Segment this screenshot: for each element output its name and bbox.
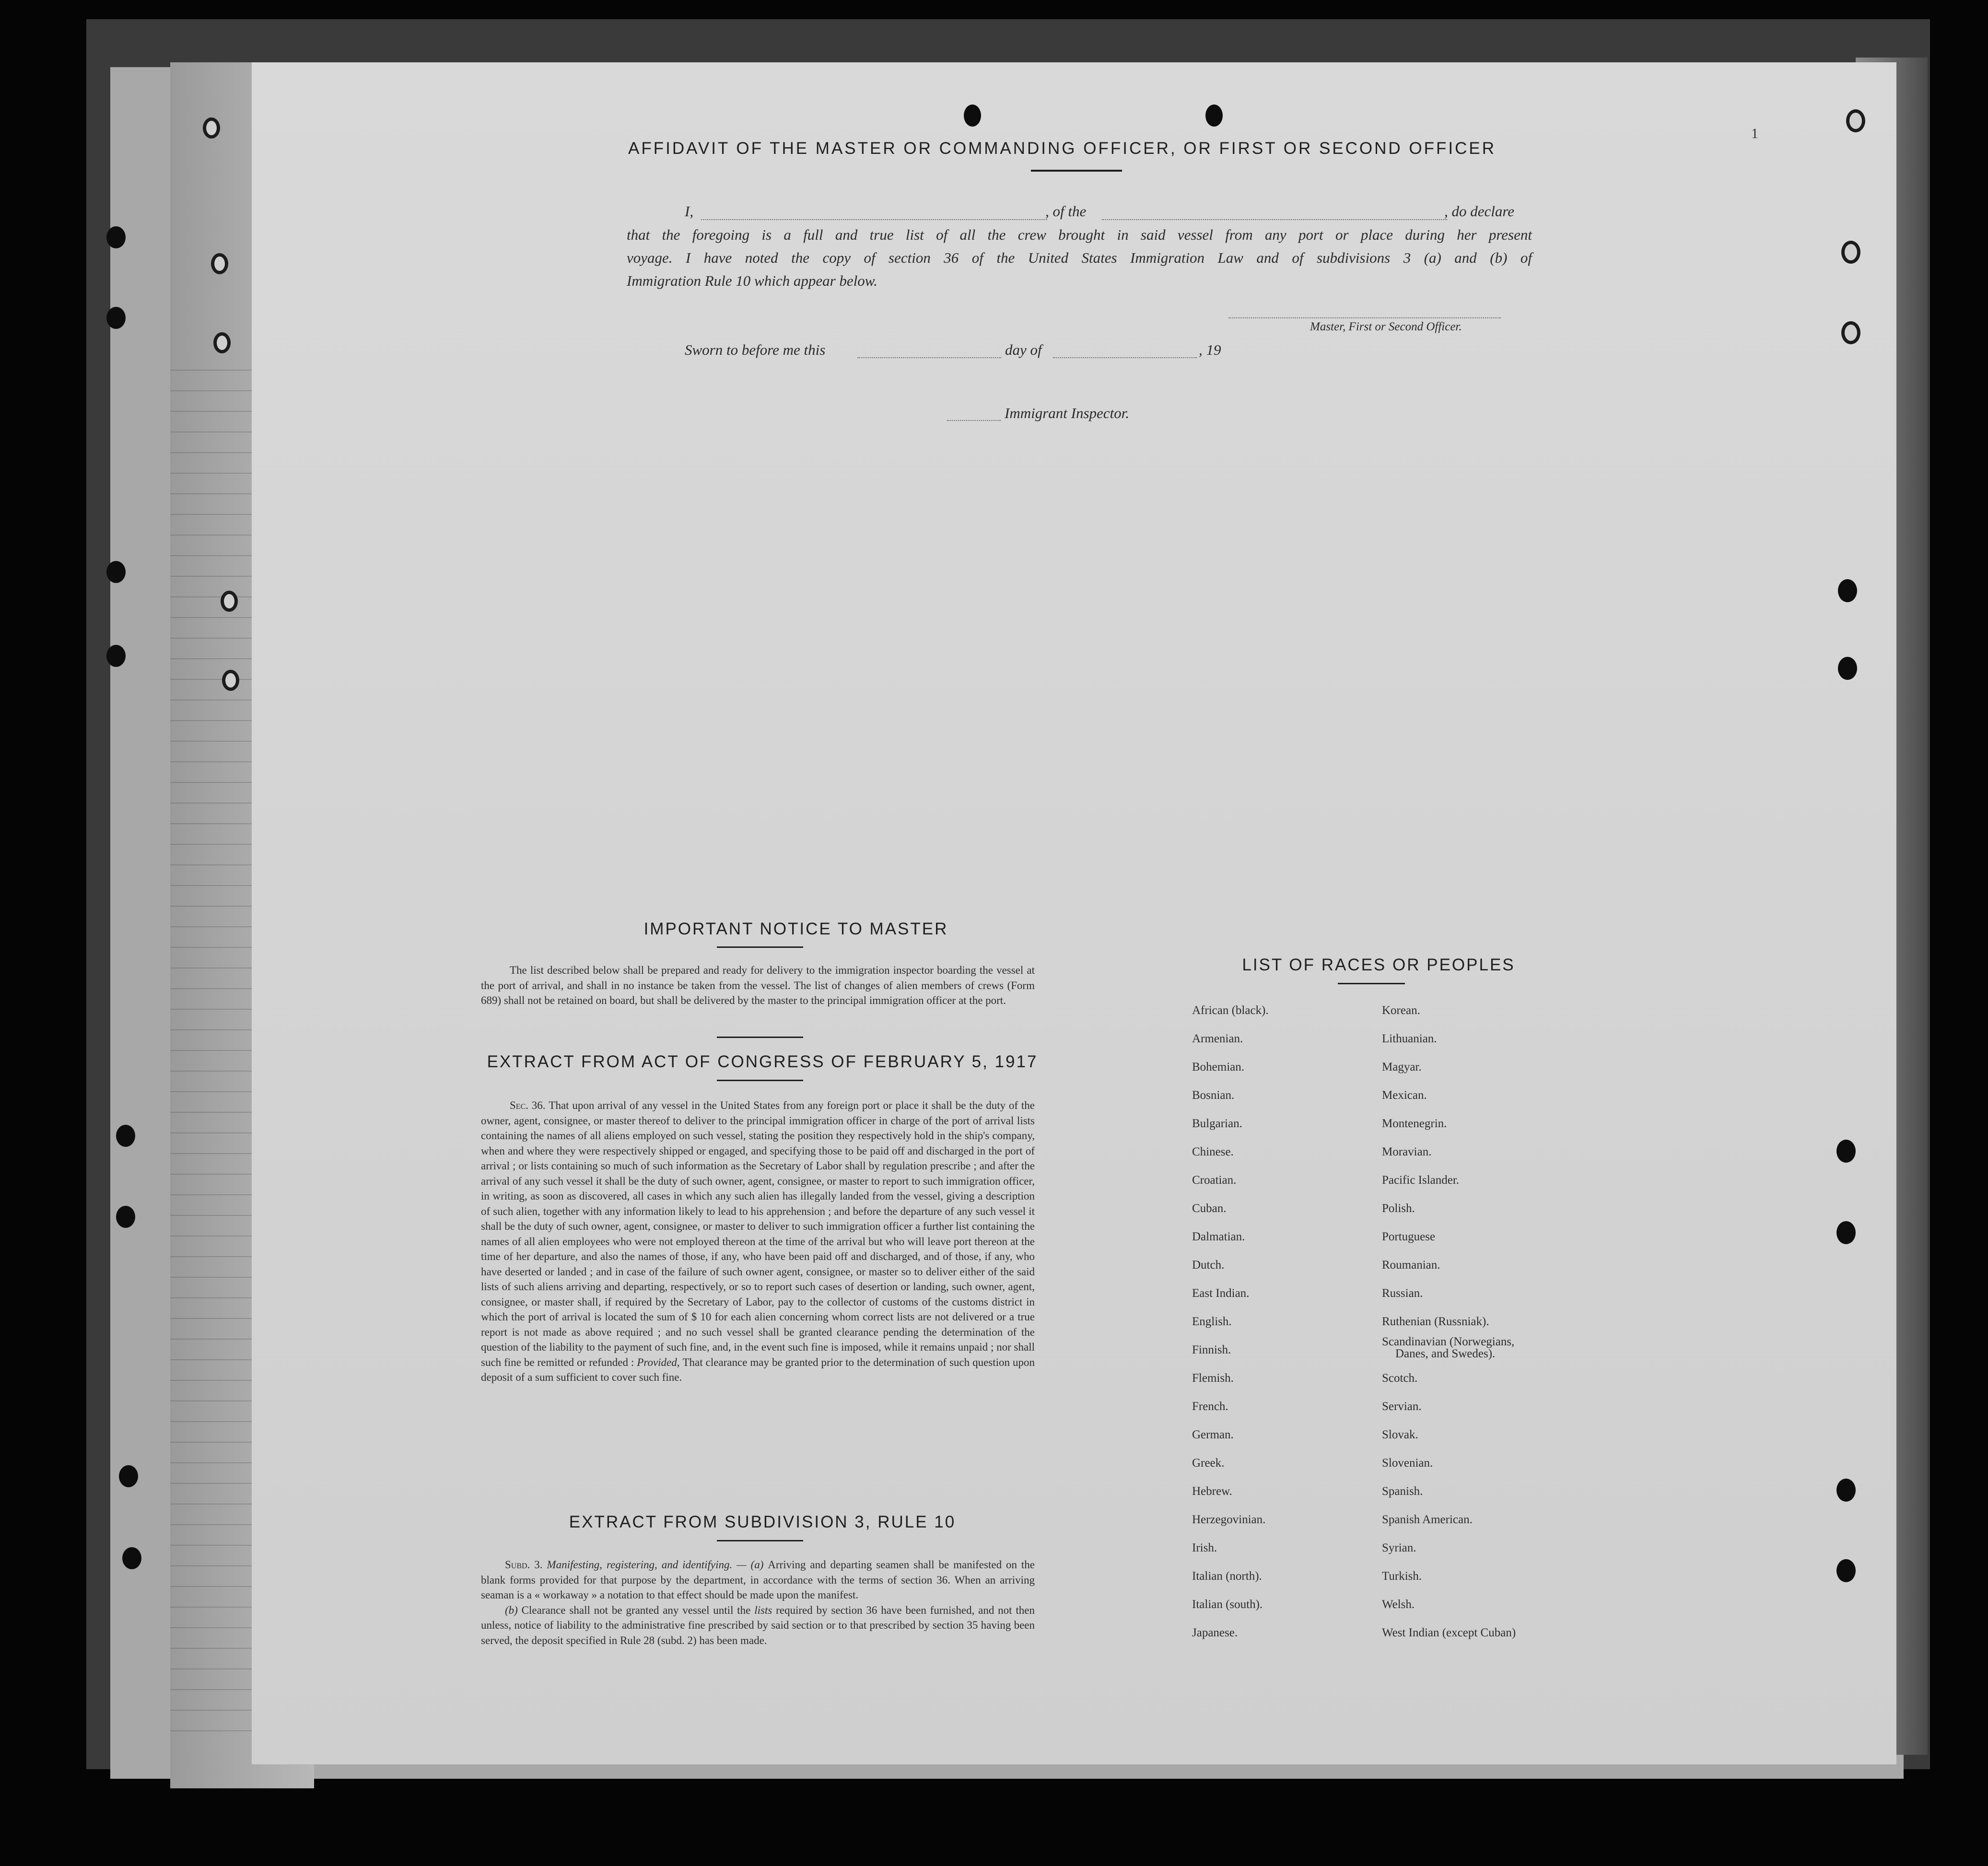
sworn-day-field[interactable] [857, 357, 1001, 358]
punch-hole-icon [1841, 321, 1860, 344]
race-item: Greek. [1192, 1457, 1225, 1469]
race-item: Dalmatian. [1192, 1230, 1245, 1243]
sworn-day-of: day of [1005, 341, 1042, 358]
punch-hole-icon [116, 1206, 135, 1228]
race-item: Croatian. [1192, 1174, 1237, 1187]
act-title-rule [717, 1080, 803, 1081]
race-item: Spanish American. [1382, 1513, 1473, 1526]
rule-title: EXTRACT FROM SUBDIVISION 3, RULE 10 [569, 1513, 956, 1531]
rule-para-b-2: required by section 36 have been furnished, and not then unless, notice of liability to the administrative fine prescribed by said section or to that prescribed by section 35 having been served, the deposit specified in Rule 28 (subd. 2) has been made. [481, 1604, 1035, 1646]
race-item: Bohemian. [1192, 1061, 1245, 1073]
races-right-column [1382, 996, 1516, 1647]
form-page [252, 62, 1896, 1764]
inspector-label: Immigrant Inspector. [1005, 405, 1130, 421]
race-item: Mexican. [1382, 1089, 1427, 1102]
master-signature-line[interactable] [1228, 317, 1501, 318]
race-item: Roumanian. [1382, 1259, 1440, 1271]
race-item: French. [1192, 1400, 1228, 1413]
race-item: Syrian. [1382, 1541, 1416, 1554]
rule-subd-heading: Manifesting, registering, and identifying. [547, 1559, 733, 1571]
race-item: Slovenian. [1382, 1457, 1433, 1469]
race-item: Magyar. [1382, 1061, 1422, 1073]
notice-paragraph: The list described below shall be prepared and ready for delivery to the immigration inspector boarding the vessel at the port of arrival, and shall in no instance be taken from the vessel. The list of changes of alien members of crews (Form 689) shall not be retained on board, but shall be delivered by the master to the principal immigration officer at the port. [481, 964, 1035, 1006]
rule-para-b-1: Clearance shall not be granted any vessel until the [521, 1604, 751, 1616]
notice-title-rule [717, 946, 803, 948]
punch-hole-icon [221, 591, 238, 612]
race-item: Finnish. [1192, 1343, 1231, 1356]
race-item: Hebrew. [1192, 1485, 1232, 1498]
races-title: LIST OF RACES OR PEOPLES [1242, 956, 1515, 974]
punch-hole-icon [211, 253, 228, 274]
punch-hole-icon [203, 117, 220, 139]
race-item: Slovak. [1382, 1428, 1418, 1441]
rule-subd-label: Subd. 3. [505, 1559, 543, 1571]
race-item: Italian (south). [1192, 1598, 1263, 1611]
race-item: Turkish. [1382, 1570, 1422, 1583]
affidavit-of-the: , of the [1045, 203, 1087, 220]
act-section-label: Sec. 36. [510, 1099, 546, 1111]
punch-hole-icon [106, 561, 126, 583]
page-number: 1 [1751, 126, 1758, 141]
rule-para-b-label: (b) [505, 1604, 518, 1616]
race-item: Herzegovinian. [1192, 1513, 1266, 1526]
punch-hole-icon [106, 645, 126, 667]
race-item: African (black). [1192, 1004, 1269, 1017]
race-item: Korean. [1382, 1004, 1420, 1017]
name-field[interactable] [701, 219, 1047, 220]
act-title: EXTRACT FROM ACT OF CONGRESS OF FEBRUARY 5, 1917 [487, 1052, 1038, 1071]
race-item: East Indian. [1192, 1287, 1250, 1300]
races-title-rule [1338, 983, 1405, 984]
rule-para-a: Arriving and departing seamen shall be manifested on the blank forms provided for that purpose by the department, in accordance with the terms of section 36. When an arriving seaman is a « workaway » a notation to that effect should be made upon the manifest. [481, 1559, 1035, 1601]
notice-title: IMPORTANT NOTICE TO MASTER [643, 920, 948, 938]
affidavit-line-2: that the foregoing is a full and true list of all the crew brought in said vessel from any port or place during her present [627, 226, 1532, 243]
affidavit-title-rule [1031, 170, 1122, 172]
punch-hole-icon [122, 1547, 141, 1569]
sworn-prefix: Sworn to before me this [685, 341, 826, 358]
act-provided-label: Provided, [637, 1356, 680, 1368]
punch-hole-icon [222, 670, 239, 691]
race-item: Italian (north). [1192, 1570, 1262, 1583]
punch-hole-icon [116, 1125, 135, 1147]
race-item: Bulgarian. [1192, 1117, 1242, 1130]
punch-hole-icon [1836, 1559, 1856, 1582]
punch-hole-icon [1838, 579, 1857, 602]
race-item: Japanese. [1192, 1626, 1238, 1639]
race-item: West Indian (except Cuban) [1382, 1626, 1516, 1639]
act-section-end: That clearance may be granted prior to the determination of such question upon deposit of a sum sufficient to cover such fine. [481, 1356, 1035, 1383]
master-signature-label: Master, First or Second Officer. [1310, 320, 1462, 333]
position-field[interactable] [1102, 219, 1447, 220]
punch-hole-icon [1836, 1140, 1856, 1163]
race-item: Scotch. [1382, 1372, 1418, 1385]
race-item: Polish. [1382, 1202, 1415, 1215]
race-item: Portuguese [1382, 1230, 1436, 1243]
punch-hole-icon [106, 307, 126, 329]
affidavit-title: AFFIDAVIT OF THE MASTER OR COMMANDING OFFICER, OR FIRST OR SECOND OFFICER [628, 139, 1497, 158]
race-item: Welsh. [1382, 1598, 1415, 1611]
punch-hole-icon [213, 332, 231, 353]
races-left-column [1192, 996, 1269, 1647]
race-item: Armenian. [1192, 1032, 1243, 1045]
sworn-year: , 19 [1199, 341, 1221, 358]
inspector-signature-line[interactable] [947, 420, 1001, 421]
punch-hole-icon [1838, 657, 1857, 680]
race-item: Dutch. [1192, 1259, 1225, 1271]
punch-hole-icon [106, 226, 126, 248]
punch-hole-icon [1846, 109, 1865, 132]
race-item: Moravian. [1382, 1145, 1432, 1158]
punch-hole-icon [1205, 105, 1223, 127]
punch-hole-icon [1841, 241, 1860, 264]
race-item: Flemish. [1192, 1372, 1234, 1385]
notice-separator [717, 1037, 803, 1038]
race-item: German. [1192, 1428, 1234, 1441]
rule-text [481, 1557, 1035, 1648]
race-item: Russian. [1382, 1287, 1423, 1300]
affidavit-line-3: voyage. I have noted the copy of section 36 of the United States Immigration Law and of subdivisions 3 (a) and (b) of [627, 249, 1532, 266]
affidavit-declare: , do declare [1444, 203, 1515, 220]
race-item: Scandinavian (Norwegians, Danes, and Swedes). [1382, 1335, 1515, 1360]
race-item: Spanish. [1382, 1485, 1423, 1498]
rule-title-rule [717, 1540, 803, 1541]
race-item: English. [1192, 1315, 1232, 1328]
rule-para-a-label: — (a) [737, 1559, 764, 1571]
punch-hole-icon [1836, 1479, 1856, 1502]
race-item: Servian. [1382, 1400, 1422, 1413]
race-item: Cuban. [1192, 1202, 1227, 1215]
punch-hole-icon [1836, 1221, 1856, 1244]
sworn-month-field[interactable] [1053, 357, 1197, 358]
punch-hole-icon [119, 1465, 138, 1487]
affidavit-i: I, [685, 203, 694, 220]
race-item: Ruthenian (Russniak). [1382, 1315, 1489, 1328]
race-item: Bosnian. [1192, 1089, 1235, 1102]
affidavit-line-4: Immigration Rule 10 which appear below. [627, 272, 877, 289]
notice-text [481, 963, 1035, 1008]
act-text [481, 1098, 1035, 1385]
punch-hole-icon [964, 105, 981, 127]
race-item: Lithuanian. [1382, 1032, 1437, 1045]
race-item: Irish. [1192, 1541, 1217, 1554]
race-item: Chinese. [1192, 1145, 1234, 1158]
act-section-body: That upon arrival of any vessel in the United States from any foreign port or place it shall be the duty of the owner, agent, consignee, or master thereof to deliver to the principal immigration officer in charge of the port of arrival lists containing the names of all aliens employed on such vessel, stating the position they respectively hold in the ship's company, when and where they were respectively shipped or engaged, and specifying those to be paid off and discharged in the port of arrival ; or lists containing so much of such information as the Secretary of Labor shall by regulation prescribe ; and after the arrival of any such vessel it shall be the duty of such owner, agent, consignee, or master to report to such immigration officer, in writing, as soon as discovered, all cases in which any such alien has illegally landed from the vessel, giving a description of such alien, together with any information likely to lead to his apprehension ; and before the departure of any such vessel it shall be the duty of such owner, agent, consignee, or master to deliver to such immigration officer a further list containing the names of all alien employees who were not employed thereon at the time of the arrival but who will leave port thereon at the time of her departure, and also the names of those, if any, who have been paid off and discharged, and of those, if any, who have deserted or landed ; and in case of the failure of such owner agent, consignee, or master so to deliver either of the said lists of such aliens arriving and departing, respectively, or so to report such cases of desertion or landing, such owner, agent, consignee, or master shall, if required by the Secretary of Labor, pay to the collector of customs of the customs district in which the port of arrival is located the sum of $ 10 for each alien concerning whom correct lists are not delivered or a true report is not made as above required ; and no such vessel shall be granted clearance pending the determination of the question of the liability to the payment of such fine, and, in the event such fine is imposed, while it remains unpaid ; nor shall such fine be remitted or refunded : [481, 1099, 1035, 1368]
race-item: Pacific Islander. [1382, 1174, 1460, 1187]
race-item: Montenegrin. [1382, 1117, 1447, 1130]
rule-para-b-lists: lists [754, 1604, 772, 1616]
